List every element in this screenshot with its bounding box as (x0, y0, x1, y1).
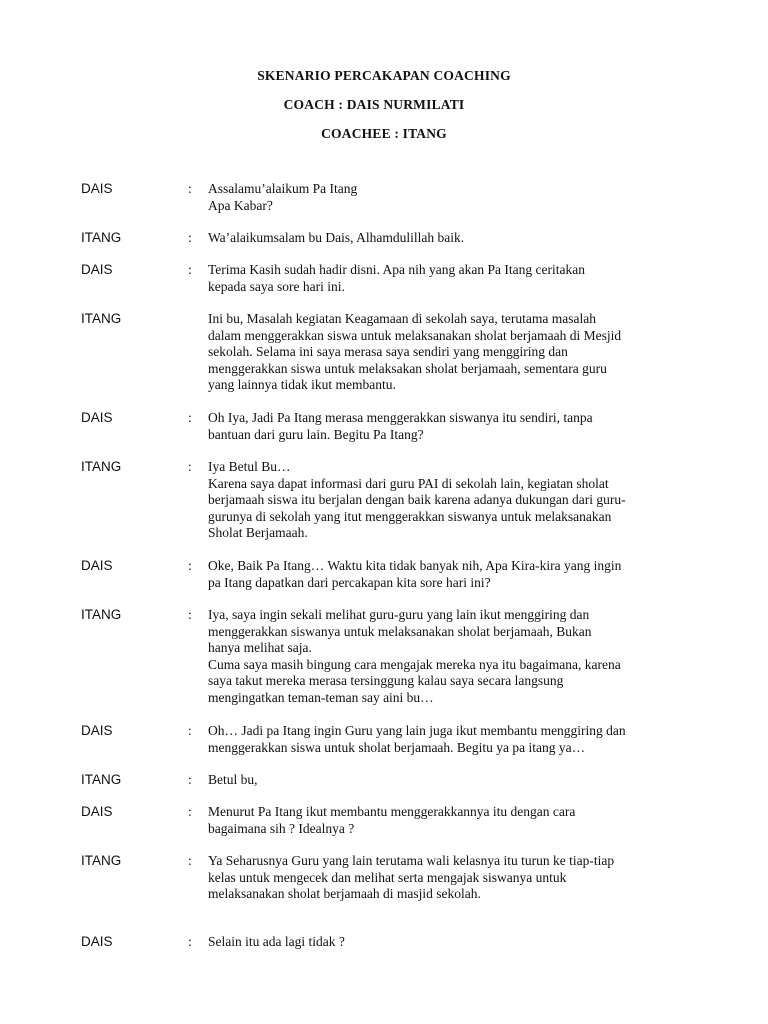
speaker-name: DAIS (81, 934, 113, 949)
speaker-name: DAIS (81, 410, 113, 425)
utterance-text (208, 772, 708, 789)
coachee-name: COACHEE : ITANG (321, 126, 447, 141)
speaker-name: ITANG (81, 230, 122, 245)
speaker-separator: : (188, 181, 192, 196)
utterance-line: bantuan dari guru lain. Begitu Pa Itang? (208, 426, 424, 442)
utterance-line: gurunya di sekolah yang itut menggerakkan siswanya untuk melaksanakan (208, 508, 612, 524)
utterance-line: Ini bu, Masalah kegiatan Keagamaan di sekolah saya, terutama masalah (208, 311, 596, 326)
utterance-line: Iya Betul Bu… (208, 459, 291, 474)
utterance-text (208, 853, 708, 903)
speaker-separator: : (188, 853, 192, 868)
speaker-name: DAIS (81, 804, 113, 819)
utterance-line: Ya Seharusnya Guru yang lain terutama wali kelasnya itu turun ke tiap-tiap (208, 853, 615, 868)
speaker-separator: : (188, 934, 192, 949)
utterance-line: Oh… Jadi pa Itang ingin Guru yang lain juga ikut membantu menggiring dan (208, 723, 626, 738)
speaker-separator: : (188, 772, 192, 787)
utterance-line: Betul bu, (208, 772, 258, 787)
utterance-line: Iya, saya ingin sekali melihat guru-guru yang lain ikut menggiring dan (208, 607, 590, 622)
utterance-text (208, 934, 708, 951)
utterance-text (208, 804, 708, 837)
utterance-line: hanya melihat saja. (208, 640, 312, 656)
utterance-text (208, 607, 708, 707)
speaker-name: DAIS (81, 558, 113, 573)
utterance-text (208, 459, 708, 542)
coach-name: COACH : DAIS NURMILATI (283, 97, 465, 112)
utterance-line: Wa’alaikumsalam bu Dais, Alhamdulillah baik. (208, 230, 465, 245)
speaker-name: ITANG (81, 607, 122, 622)
utterance-line: menggerakkan siswa untuk melaksakan sholat berjamaah, sementara guru (208, 360, 607, 376)
utterance-line: Apa Kabar? (208, 197, 273, 213)
speaker-separator: : (188, 558, 192, 573)
speaker-separator: : (188, 262, 192, 277)
utterance-line: berjamaah siswa itu berjalan dengan baik karena adanya dukungan dari guru- (208, 492, 626, 508)
speaker-separator: : (188, 607, 192, 622)
utterance-text (208, 558, 708, 591)
utterance-line: yang lainnya tidak ikut membantu. (208, 377, 396, 393)
utterance-line: kelas untuk mengecek dan melihat serta mengajak siswanya untuk (208, 869, 567, 885)
speaker-name: DAIS (81, 262, 113, 277)
utterance-line: Karena saya dapat informasi dari guru PAI di sekolah lain, kegiatan sholat (208, 475, 609, 491)
speaker-name: ITANG (81, 853, 122, 868)
utterance-text (208, 723, 708, 756)
utterance-text (208, 410, 708, 443)
document-title: SKENARIO PERCAKAPAN COACHING (257, 68, 511, 83)
utterance-line: Cuma saya masih bingung cara mengajak mereka nya itu bagaimana, karena (208, 656, 621, 672)
speaker-name: DAIS (81, 723, 113, 738)
speaker-name: ITANG (81, 772, 122, 787)
utterance-line: sekolah. Selama ini saya merasa saya sendiri yang menggiring dan (208, 344, 568, 360)
utterance-text (208, 311, 708, 394)
utterance-line: menggerakkan siswanya untuk melaksanakan sholat berjamaah, Bukan (208, 623, 592, 639)
utterance-line: melaksanakan sholat berjamaah di masjid sekolah. (208, 886, 481, 902)
speaker-name: ITANG (81, 311, 122, 326)
utterance-text (208, 262, 708, 295)
utterance-line: mengingatkan teman-teman say aini bu… (208, 689, 434, 705)
utterance-line: menggerakkan siswa untuk sholat berjamaah. Begitu ya pa itang ya… (208, 739, 586, 755)
utterance-line: pa Itang dapatkan dari percakapan kita sore hari ini? (208, 574, 491, 590)
utterance-line: saya takut mereka merasa tersinggung kalau saya secara langsung (208, 673, 564, 689)
speaker-name: ITANG (81, 459, 122, 474)
utterance-line: bagaimana sih ? Idealnya ? (208, 820, 355, 836)
utterance-line: dalam menggerakkan siswa untuk melaksanakan sholat berjamaah di Mesjid (208, 327, 622, 343)
utterance-line: Oke, Baik Pa Itang… Waktu kita tidak banyak nih, Apa Kira-kira yang ingin (208, 558, 622, 573)
speaker-separator: : (188, 230, 192, 245)
speaker-separator: : (188, 410, 192, 425)
utterance-text (208, 230, 708, 247)
utterance-line: Terima Kasih sudah hadir disni. Apa nih yang akan Pa Itang ceritakan (208, 262, 585, 277)
utterance-line: Assalamu’alaikum Pa Itang (208, 181, 358, 196)
utterance-line: Sholat Berjamaah. (208, 525, 308, 541)
speaker-separator: : (188, 804, 192, 819)
speaker-separator: : (188, 459, 192, 474)
utterance-line: kepada saya sore hari ini. (208, 278, 345, 294)
speaker-name: DAIS (81, 181, 113, 196)
utterance-line: Oh Iya, Jadi Pa Itang merasa menggerakkan siswanya itu sendiri, tanpa (208, 410, 593, 425)
utterance-text (208, 181, 708, 214)
utterance-line: Menurut Pa Itang ikut membantu menggerakkannya itu dengan cara (208, 804, 576, 819)
speaker-separator: : (188, 723, 192, 738)
utterance-line: Selain itu ada lagi tidak ? (208, 934, 345, 949)
document-header (0, 68, 768, 142)
